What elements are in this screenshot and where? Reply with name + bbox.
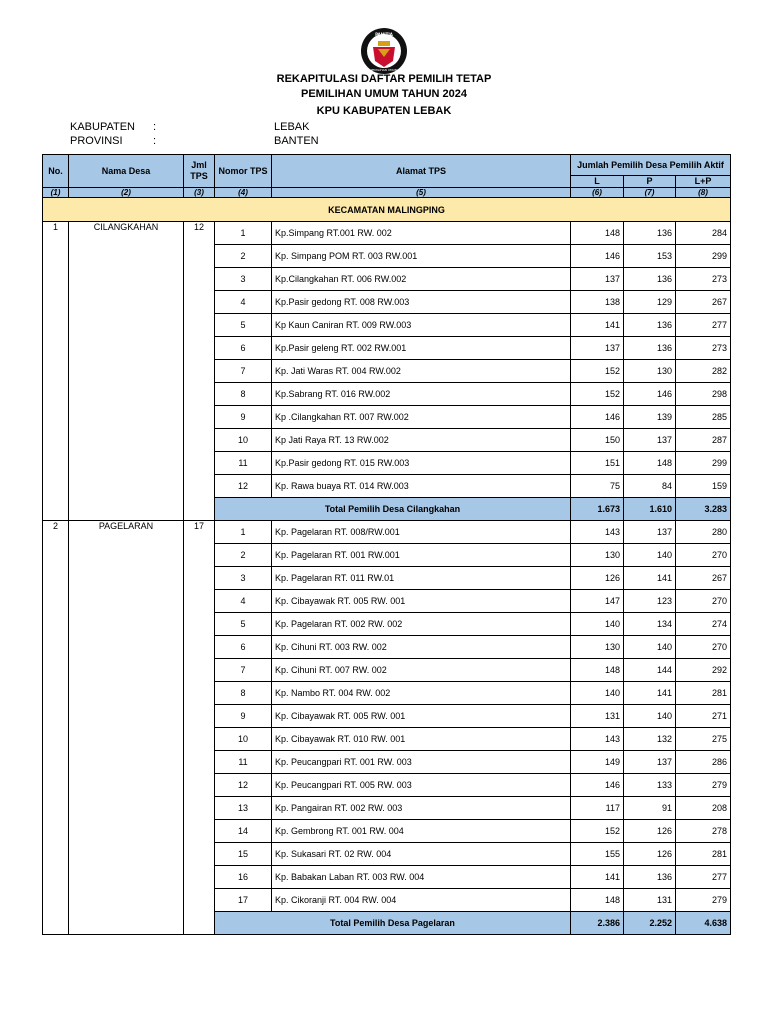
total-lp: 4.638 [676,912,731,935]
kabupaten-colon: : [153,121,157,133]
total-label: Total Pemilih Desa Cilangkahan [215,498,571,521]
dpt-table [42,154,731,935]
col-jumlah-pemilih: Jumlah Pemilih Desa Pemilih Aktif [571,155,731,176]
tps-number: 16 [215,866,272,889]
tps-number: 8 [215,682,272,705]
total-p: 2.252 [624,912,676,935]
tps-number: 1 [215,222,272,245]
pemilih-p: 84 [624,475,676,498]
tps-alamat: Kp Kaun Caniran RT. 009 RW.003 [272,314,571,337]
desa-no: 2 [43,521,69,935]
tps-number: 6 [215,636,272,659]
tps-alamat: Kp. Pagelaran RT. 011 RW.01 [272,567,571,590]
table-row [43,521,731,544]
desa-jml-tps: 17 [184,521,215,935]
tps-alamat: Kp. Cibayawak RT. 005 RW. 001 [272,590,571,613]
tps-number: 5 [215,314,272,337]
pemilih-p: 130 [624,360,676,383]
pemilih-p: 126 [624,820,676,843]
tps-alamat: Kp. Jati Waras RT. 004 RW.002 [272,360,571,383]
pemilih-l: 140 [571,613,624,636]
tps-number: 7 [215,360,272,383]
pemilih-lp: 281 [676,682,731,705]
pemilih-lp: 299 [676,245,731,268]
tps-number: 4 [215,291,272,314]
pemilih-p: 134 [624,613,676,636]
tps-alamat: Kp. Cibayawak RT. 005 RW. 001 [272,705,571,728]
pemilih-l: 148 [571,889,624,912]
pemilih-l: 146 [571,245,624,268]
provinsi-colon: : [153,135,157,147]
tps-number: 13 [215,797,272,820]
provinsi-label: PROVINSI [70,135,123,147]
pemilih-p: 140 [624,544,676,567]
tps-number: 9 [215,705,272,728]
desa-jml-tps: 12 [184,222,215,521]
pemilih-p: 140 [624,705,676,728]
tps-alamat: Kp. Cibayawak RT. 010 RW. 001 [272,728,571,751]
tps-number: 10 [215,429,272,452]
tps-number: 12 [215,774,272,797]
provinsi-value: BANTEN [274,135,319,147]
col-nama-desa: Nama Desa [69,155,184,188]
tps-alamat: Kp. Cihuni RT. 003 RW. 002 [272,636,571,659]
column-index-row: (1) (2) (3) (4) (5) (6) (7) (8) [43,188,731,198]
table-row [43,222,731,245]
desa-no: 1 [43,222,69,521]
pemilih-l: 143 [571,521,624,544]
pemilih-l: 141 [571,866,624,889]
col-no: No. [43,155,69,188]
pemilih-l: 150 [571,429,624,452]
pemilih-l: 155 [571,843,624,866]
total-label: Total Pemilih Desa Pagelaran [215,912,571,935]
pemilih-lp: 279 [676,774,731,797]
tps-alamat: Kp. Gembrong RT. 001 RW. 004 [272,820,571,843]
pemilih-lp: 270 [676,590,731,613]
tps-alamat: Kp .Cilangkahan RT. 007 RW.002 [272,406,571,429]
tps-number: 2 [215,245,272,268]
pemilih-l: 152 [571,360,624,383]
tps-alamat: Kp. Pagelaran RT. 001 RW.001 [272,544,571,567]
pemilih-lp: 267 [676,567,731,590]
total-l: 2.386 [571,912,624,935]
pemilih-l: 147 [571,590,624,613]
tps-alamat: Kp. Babakan Laban RT. 003 RW. 004 [272,866,571,889]
tps-number: 5 [215,613,272,636]
tps-alamat: Kp. Peucangpari RT. 001 RW. 003 [272,751,571,774]
pemilih-p: 126 [624,843,676,866]
pemilih-p: 148 [624,452,676,475]
pemilih-l: 126 [571,567,624,590]
tps-alamat: Kp. Cihuni RT. 007 RW. 002 [272,659,571,682]
tps-alamat: Kp.Pasir gedong RT. 008 RW.003 [272,291,571,314]
total-l: 1.673 [571,498,624,521]
svg-text:PEMILIHAN UMUM: PEMILIHAN UMUM [370,68,398,72]
col-alamat-tps: Alamat TPS [272,155,571,188]
pemilih-p: 144 [624,659,676,682]
pemilih-p: 131 [624,889,676,912]
pemilih-lp: 274 [676,613,731,636]
pemilih-p: 136 [624,268,676,291]
pemilih-p: 140 [624,636,676,659]
tps-number: 15 [215,843,272,866]
pemilih-lp: 299 [676,452,731,475]
title-line-3: KPU KABUPATEN LEBAK [316,105,452,117]
tps-alamat: Kp. Sukasari RT. 02 RW. 004 [272,843,571,866]
pemilih-p: 133 [624,774,676,797]
tps-number: 9 [215,406,272,429]
pemilih-lp: 273 [676,268,731,291]
tps-alamat: Kp Jati Raya RT. 13 RW.002 [272,429,571,452]
pemilih-lp: 280 [676,521,731,544]
tps-alamat: Kp. Pangairan RT. 002 RW. 003 [272,797,571,820]
pemilih-l: 146 [571,774,624,797]
col-p: P [624,176,676,188]
pemilih-l: 151 [571,452,624,475]
tps-alamat: Kp. Pagelaran RT. 008/RW.001 [272,521,571,544]
pemilih-l: 148 [571,222,624,245]
pemilih-p: 91 [624,797,676,820]
pemilih-l: 130 [571,636,624,659]
pemilih-l: 149 [571,751,624,774]
tps-number: 2 [215,544,272,567]
tps-alamat: Kp. Pagelaran RT. 002 RW. 002 [272,613,571,636]
pemilih-p: 141 [624,682,676,705]
pemilih-lp: 271 [676,705,731,728]
tps-number: 1 [215,521,272,544]
pemilih-lp: 279 [676,889,731,912]
pemilih-lp: 270 [676,636,731,659]
tps-number: 7 [215,659,272,682]
pemilih-lp: 267 [676,291,731,314]
pemilih-p: 141 [624,567,676,590]
pemilih-l: 152 [571,383,624,406]
tps-number: 3 [215,567,272,590]
tps-number: 6 [215,337,272,360]
pemilih-lp: 292 [676,659,731,682]
pemilih-lp: 270 [676,544,731,567]
pemilih-p: 129 [624,291,676,314]
tps-alamat: Kp.Pasir gedong RT. 015 RW.003 [272,452,571,475]
pemilih-lp: 273 [676,337,731,360]
tps-number: 12 [215,475,272,498]
desa-nama: PAGELARAN [69,521,184,935]
pemilih-lp: 284 [676,222,731,245]
tps-number: 8 [215,383,272,406]
tps-alamat: Kp. Cikoranji RT. 004 RW. 004 [272,889,571,912]
pemilih-p: 146 [624,383,676,406]
pemilih-p: 132 [624,728,676,751]
tps-number: 14 [215,820,272,843]
kabupaten-label: KABUPATEN [70,121,135,133]
pemilih-p: 137 [624,751,676,774]
tps-alamat: Kp. Simpang POM RT. 003 RW.001 [272,245,571,268]
tps-alamat: Kp. Peucangpari RT. 005 RW. 003 [272,774,571,797]
pemilih-p: 137 [624,521,676,544]
pemilih-lp: 159 [676,475,731,498]
desa-nama: CILANGKAHAN [69,222,184,521]
tps-number: 11 [215,751,272,774]
pemilih-l: 146 [571,406,624,429]
svg-text:PANITIA: PANITIA [375,32,393,37]
pemilih-lp: 287 [676,429,731,452]
tps-alamat: Kp. Nambo RT. 004 RW. 002 [272,682,571,705]
pemilih-l: 131 [571,705,624,728]
pemilih-l: 75 [571,475,624,498]
pemilih-p: 136 [624,314,676,337]
title-line-2: PEMILIHAN UMUM TAHUN 2024 [300,88,468,100]
pemilih-lp: 275 [676,728,731,751]
kabupaten-value: LEBAK [274,121,310,133]
tps-alamat: Kp.Simpang RT.001 RW. 002 [272,222,571,245]
tps-number: 11 [215,452,272,475]
tps-number: 10 [215,728,272,751]
col-l: L [571,176,624,188]
pemilih-l: 117 [571,797,624,820]
title-line-1: REKAPITULASI DAFTAR PEMILIH TETAP [276,73,492,85]
pemilih-l: 140 [571,682,624,705]
pemilih-p: 123 [624,590,676,613]
kpu-logo [360,27,408,75]
pemilih-p: 136 [624,866,676,889]
tps-alamat: Kp. Rawa buaya RT. 014 RW.003 [272,475,571,498]
pemilih-l: 148 [571,659,624,682]
pemilih-l: 141 [571,314,624,337]
pemilih-l: 138 [571,291,624,314]
tps-number: 3 [215,268,272,291]
tps-alamat: Kp.Cilangkahan RT. 006 RW.002 [272,268,571,291]
pemilih-lp: 285 [676,406,731,429]
tps-alamat: Kp.Pasir geleng RT. 002 RW.001 [272,337,571,360]
pemilih-p: 136 [624,222,676,245]
col-lp: L+P [676,176,731,188]
pemilih-lp: 286 [676,751,731,774]
tps-number: 17 [215,889,272,912]
pemilih-lp: 281 [676,843,731,866]
pemilih-l: 152 [571,820,624,843]
total-p: 1.610 [624,498,676,521]
pemilih-p: 139 [624,406,676,429]
pemilih-l: 137 [571,268,624,291]
col-jml-tps: Jml TPS [184,155,215,188]
pemilih-l: 137 [571,337,624,360]
pemilih-lp: 277 [676,314,731,337]
pemilih-lp: 282 [676,360,731,383]
pemilih-l: 143 [571,728,624,751]
pemilih-p: 153 [624,245,676,268]
kecamatan-row: KECAMATAN MALINGPING [43,198,731,222]
pemilih-p: 137 [624,429,676,452]
tps-number: 4 [215,590,272,613]
pemilih-lp: 298 [676,383,731,406]
total-lp: 3.283 [676,498,731,521]
pemilih-lp: 277 [676,866,731,889]
pemilih-lp: 278 [676,820,731,843]
col-nomor-tps: Nomor TPS [215,155,272,188]
pemilih-p: 136 [624,337,676,360]
tps-alamat: Kp.Sabrang RT. 016 RW.002 [272,383,571,406]
pemilih-l: 130 [571,544,624,567]
pemilih-lp: 208 [676,797,731,820]
